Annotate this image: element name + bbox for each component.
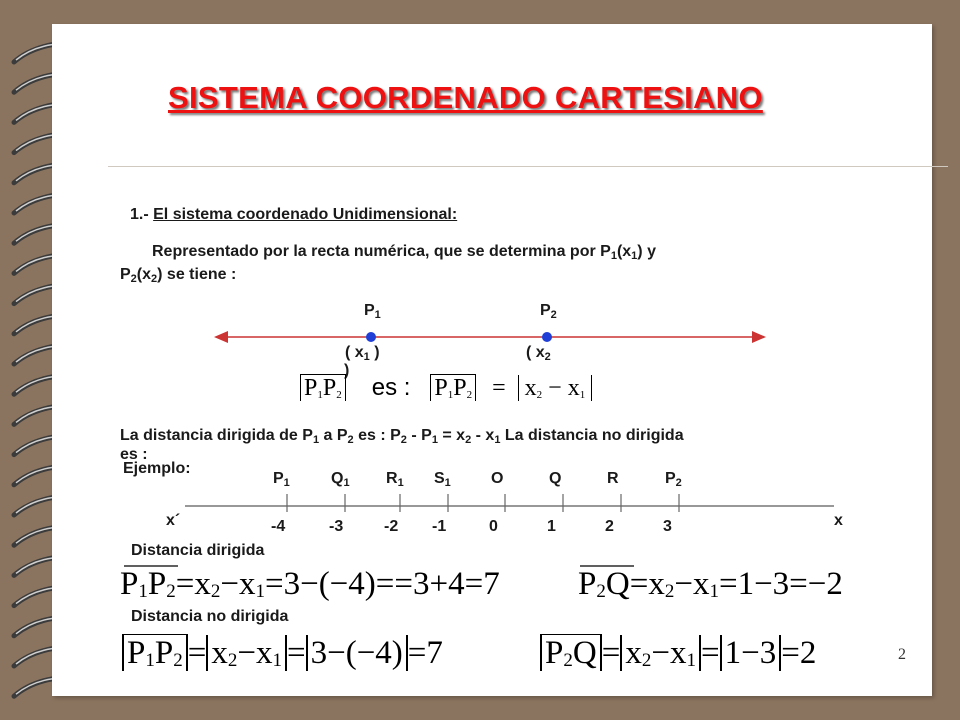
example-tick-value: -2 bbox=[384, 518, 399, 535]
intro-text: (x bbox=[616, 243, 632, 260]
example-tick-value: -3 bbox=[329, 518, 344, 535]
abs-value-formula: $P_1P_2$ es : $P_1P_2 = x_2 - x_1$ bbox=[300, 374, 592, 402]
example-point-label: $Q_1$ bbox=[331, 470, 350, 489]
page-title: SISTEMA COORDENADO CARTESIANO bbox=[168, 80, 763, 115]
intro-line-2 bbox=[120, 266, 236, 284]
x1-label: ( $x_1$ ) bbox=[345, 344, 380, 363]
directed-distance-label: Distancia dirigida bbox=[131, 542, 265, 559]
example-tick-value: 0 bbox=[489, 518, 498, 535]
subscript: 1 bbox=[610, 250, 617, 262]
example-point-label: R bbox=[607, 470, 619, 487]
formula-undirected-p2q: $P_2Q = x_2-x_1 = 1-3 =2$ bbox=[540, 635, 816, 672]
example-tick-value: 2 bbox=[605, 518, 614, 535]
example-tick-value: 3 bbox=[663, 518, 672, 535]
intro-text: Representado por la recta numérica, que se determina por P bbox=[152, 243, 611, 260]
section-heading bbox=[130, 206, 457, 224]
subscript: 1 bbox=[631, 250, 638, 262]
stray-paren: ) bbox=[344, 362, 350, 379]
formula-undirected-p1p2: $P_1P_2 = x_2-x_1 = 3-(-4) =7$ bbox=[122, 635, 443, 672]
formula-directed-p2q: $P_2Q=x_2-x_1=1-3=-2$ bbox=[578, 566, 843, 602]
undirected-distance-label: Distancia no dirigida bbox=[131, 608, 289, 625]
axis-left-label: x´ bbox=[166, 512, 181, 529]
intro-line-1 bbox=[152, 243, 656, 261]
intro-text: ) y bbox=[637, 243, 656, 260]
example-label: Ejemplo: bbox=[123, 460, 191, 477]
example-tick-value: 1 bbox=[547, 518, 556, 535]
example-tick-value: -4 bbox=[271, 518, 286, 535]
intro-text: P bbox=[120, 266, 131, 283]
point-p1-label: $P_1$ bbox=[364, 302, 381, 321]
example-point-label: Q bbox=[549, 470, 562, 487]
example-point-label: $S_1$ bbox=[434, 470, 451, 489]
example-point-label: $R_1$ bbox=[386, 470, 404, 489]
formula-directed-p1p2: $P_1P_2=x_2-x_1=3-(-4)==3+4=7$ bbox=[120, 566, 500, 602]
example-point-label: O bbox=[491, 470, 504, 487]
page-number: 2 bbox=[898, 646, 906, 663]
example-point-label: $P_2$ bbox=[665, 470, 682, 489]
point-p2-label: $P_2$ bbox=[540, 302, 557, 321]
intro-text: (x bbox=[136, 266, 152, 283]
directed-distance-text: La distancia dirigida de $P_1$ a $P_2$ es : $P_2 - P_1 = x_2 - x_1$ La distancia no dirigida bbox=[120, 427, 684, 446]
example-point-label: $P_1$ bbox=[273, 470, 290, 489]
axis-right-label: x bbox=[834, 512, 843, 529]
title-divider bbox=[108, 166, 948, 167]
example-tick-value: -1 bbox=[432, 518, 447, 535]
intro-text: ) se tiene : bbox=[157, 266, 237, 283]
directed-distance-text-2: es : bbox=[120, 446, 148, 463]
section-title: El sistema coordenado Unidimensional: bbox=[153, 206, 458, 223]
x2-label: ( $x_2$ bbox=[526, 344, 551, 363]
section-number: 1.- bbox=[130, 206, 149, 223]
subscript: 2 bbox=[151, 273, 158, 285]
subscript: 2 bbox=[130, 273, 137, 285]
